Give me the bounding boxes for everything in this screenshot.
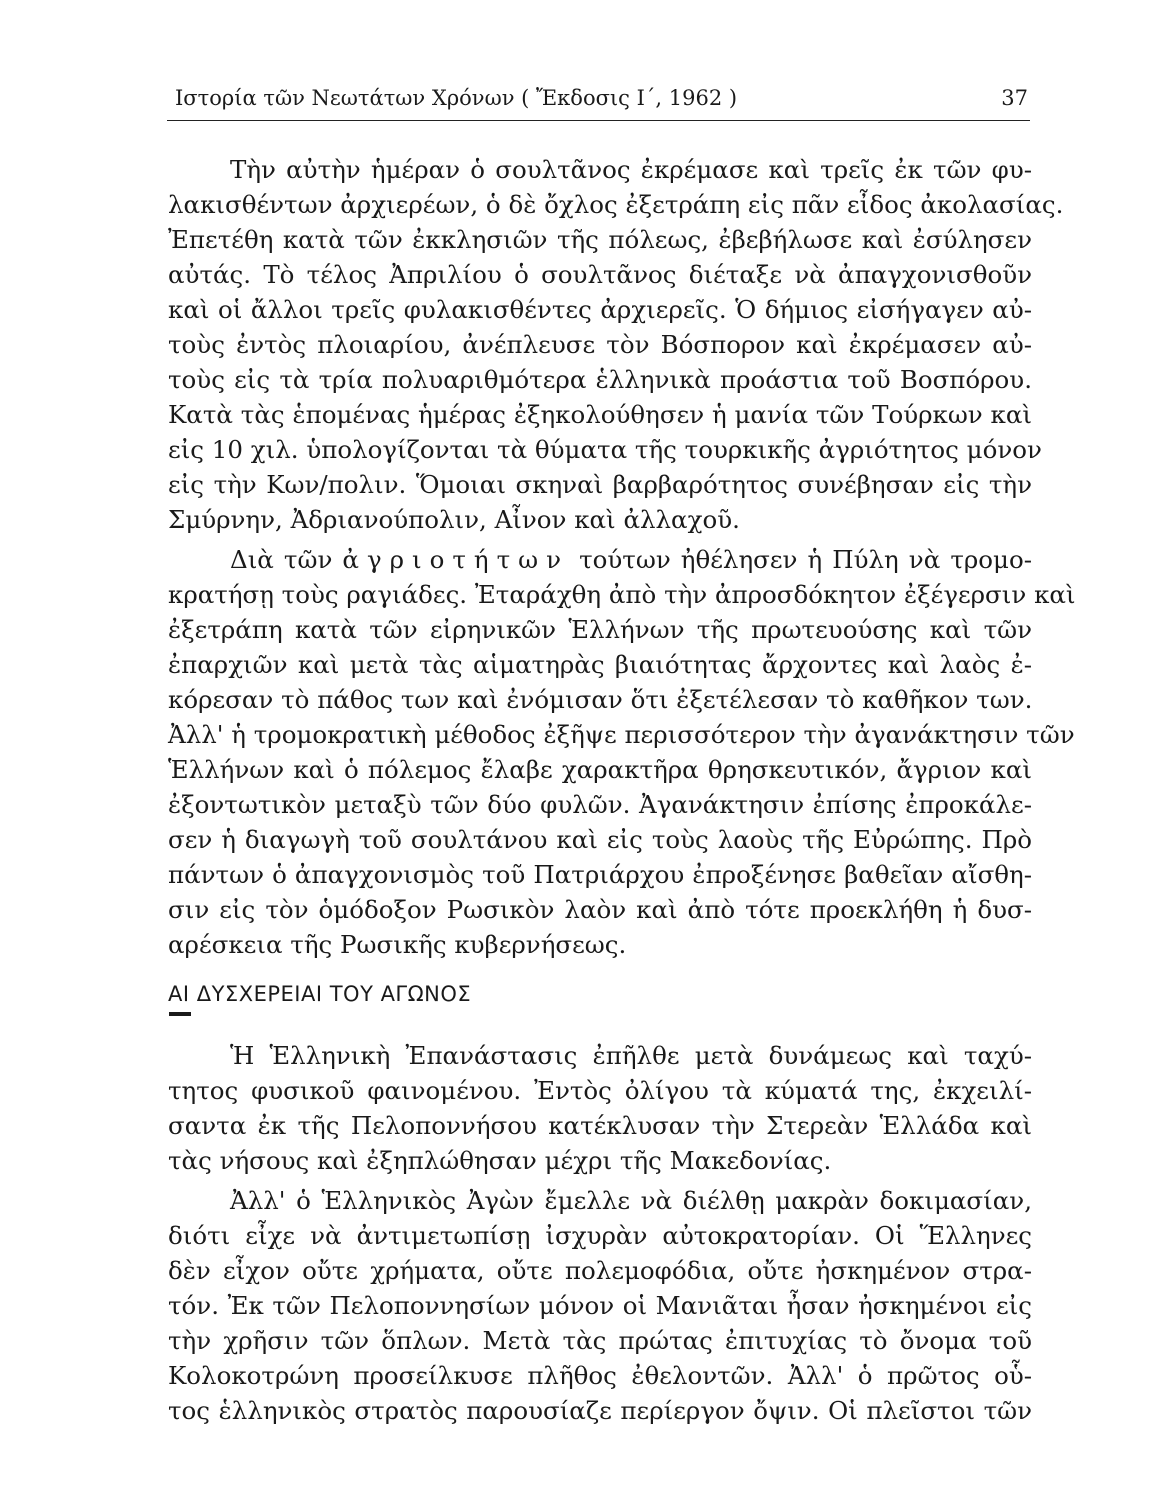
section-heading: ΑΙ ΔΥΣΧΕΡΕΙΑΙ ΤΟΥ ΑΓΩΝΟΣ [168, 982, 472, 1006]
text-line: λακισθέντων ἀρχιερέων, ὁ δὲ ὄχλος ἐξετράπη εἰς πᾶν εἶδος ἀκολασίας. [168, 190, 1064, 219]
text-fragment: τούτων ἠθέλησεν ἡ Πύλη νὰ τρομο- [579, 545, 1032, 574]
heading-underline [169, 1012, 191, 1016]
text-line: αρέσκεια τῆς Ρωσικῆς κυβερνήσεως. [168, 930, 627, 959]
text-line: τοὺς εἰς τὰ τρία πολυαριθμότερα ἑλληνικὰ προάστια τοῦ Βοσπόρου. [168, 365, 1032, 394]
text-line: σαντα ἐκ τῆς Πελοποννήσου κατέκλυσαν τὴν Στερεὰν Ἑλλάδα καὶ [168, 1111, 1032, 1140]
text-line: εἰς τὴν Κων/πολιν. Ὅμοιαι σκηναὶ βαρβαρότητος συνέβησαν εἰς τὴν [168, 470, 1032, 499]
text-line: κρατήσῃ τοὺς ραγιάδες. Ἐταράχθη ἀπὸ τὴν ἀπροσδόκητον ἐξέγερσιν καὶ [168, 580, 1076, 609]
text-line: τὰς νήσους καὶ ἐξηπλώθησαν μέχρι τῆς Μακεδονίας. [168, 1146, 832, 1175]
text-line: εἰς 10 χιλ. ὑπολογίζονται τὰ θύματα τῆς τουρκικῆς ἀγριότητος μόνον [168, 435, 1042, 464]
text-line: Ἀλλ' ἡ τρομοκρατικὴ μέθοδος ἐξῆψε περισσότερον τὴν ἀγανάκτησιν τῶν [168, 720, 1075, 749]
text-line: αὐτάς. Τὸ τέλος Ἀπριλίου ὁ σουλτᾶνος διέταξε νὰ ἀπαγχονισθοῦν [168, 260, 1032, 289]
text-line: τος ἑλληνικὸς στρατὸς παρουσίαζε περίεργον ὄψιν. Οἱ πλεῖστοι τῶν [168, 1396, 1032, 1425]
page-number: 37 [1001, 86, 1028, 110]
text-line [230, 540, 1032, 580]
text-line: ἐξοντωτικὸν μεταξὺ τῶν δύο φυλῶν. Ἀγανάκτησιν ἐπίσης ἐπροκάλε- [168, 790, 1032, 819]
text-line: Κατὰ τὰς ἑπομένας ἡμέρας ἐξηκολούθησεν ἡ μανία τῶν Τούρκων καὶ [168, 400, 1032, 429]
text-line: τὴν χρῆσιν τῶν ὅπλων. Μετὰ τὰς πρώτας ἐπιτυχίας τὸ ὄνομα τοῦ [168, 1326, 1032, 1355]
text-line: καὶ οἱ ἄλλοι τρεῖς φυλακισθέντες ἀρχιερεῖς. Ὁ δήμιος εἰσήγαγεν αὐ- [168, 295, 1032, 324]
text-line: σιν εἰς τὸν ὁμόδοξον Ρωσικὸν λαὸν καὶ ἀπὸ τότε προεκλήθη ἡ δυσ- [168, 895, 1032, 924]
text-line: τοὺς ἐντὸς πλοιαρίου, ἀνέπλευσε τὸν Βόσπορον καὶ ἐκρέμασεν αὐ- [168, 330, 1032, 359]
text-line: Τὴν αὐτὴν ἡμέραν ὁ σουλτᾶνος ἐκρέμασε καὶ τρεῖς ἐκ τῶν φυ- [230, 155, 1032, 184]
text-line: πάντων ὁ ἀπαγχονισμὸς τοῦ Πατριάρχου ἐπροξένησε βαθεῖαν αἴσθη- [168, 860, 1032, 889]
text-line: ἐπαρχιῶν καὶ μετὰ τὰς αἱματηρὰς βιαιότητας ἄρχοντες καὶ λαὸς ἐ- [168, 650, 1032, 679]
header-title: Ιστορία τῶν Νεωτάτων Χρόνων ( Ἔκδοσις Ι΄, 1962 ) [175, 86, 738, 110]
text-line: τόν. Ἐκ τῶν Πελοποννησίων μόνον οἱ Μανιᾶται ἦσαν ἠσκημένοι εἰς [168, 1291, 1032, 1320]
text-line: σεν ἡ διαγωγὴ τοῦ σουλτάνου καὶ εἰς τοὺς λαοὺς τῆς Εὐρώπης. Πρὸ [168, 825, 1032, 854]
text-line: τητος φυσικοῦ φαινομένου. Ἐντὸς ὀλίγου τὰ κύματά της, ἐκχειλί- [168, 1076, 1032, 1105]
text-line: Ἡ Ἑλληνικὴ Ἐπανάστασις ἐπῆλθε μετὰ δυνάμεως καὶ ταχύ- [230, 1041, 1032, 1070]
text-line: ἐξετράπη κατὰ τῶν εἰρηνικῶν Ἑλλήνων τῆς πρωτευούσης καὶ τῶν [168, 615, 1032, 644]
text-line: διότι εἶχε νὰ ἀντιμετωπίσῃ ἰσχυρὰν αὐτοκρατορίαν. Οἱ Ἕλληνες [168, 1221, 1032, 1250]
text-line: Ἑλλήνων καὶ ὁ πόλεμος ἔλαβε χαρακτῆρα θρησκευτικόν, ἄγριον καὶ [168, 755, 1032, 784]
text-line: Ἐπετέθη κατὰ τῶν ἐκκλησιῶν τῆς πόλεως, ἐβεβήλωσε καὶ ἐσύλησεν [168, 225, 1032, 254]
text-line: Κολοκοτρώνη προσείλκυσε πλῆθος ἐθελοντῶν. Ἀλλ' ὁ πρῶτος οὗ- [168, 1361, 1032, 1390]
running-header [167, 84, 1030, 121]
text-line: κόρεσαν τὸ πάθος των καὶ ἐνόμισαν ὅτι ἐξετέλεσαν τὸ καθῆκον των. [168, 685, 1033, 714]
emphasized-word: ἀγριοτήτων [342, 545, 570, 574]
text-line: Σμύρνην, Ἀδριανούπολιν, Αἶνον καὶ ἀλλαχοῦ. [168, 505, 740, 534]
text-line: δὲν εἶχον οὔτε χρήματα, οὔτε πολεμοφόδια, οὔτε ἠσκημένον στρα- [168, 1256, 1032, 1285]
text-line: Ἀλλ' ὁ Ἑλληνικὸς Ἀγὼν ἔμελλε νὰ διέλθῃ μακρὰν δοκιμασίαν, [230, 1186, 1032, 1215]
text-fragment: Διὰ τῶν [230, 545, 333, 574]
